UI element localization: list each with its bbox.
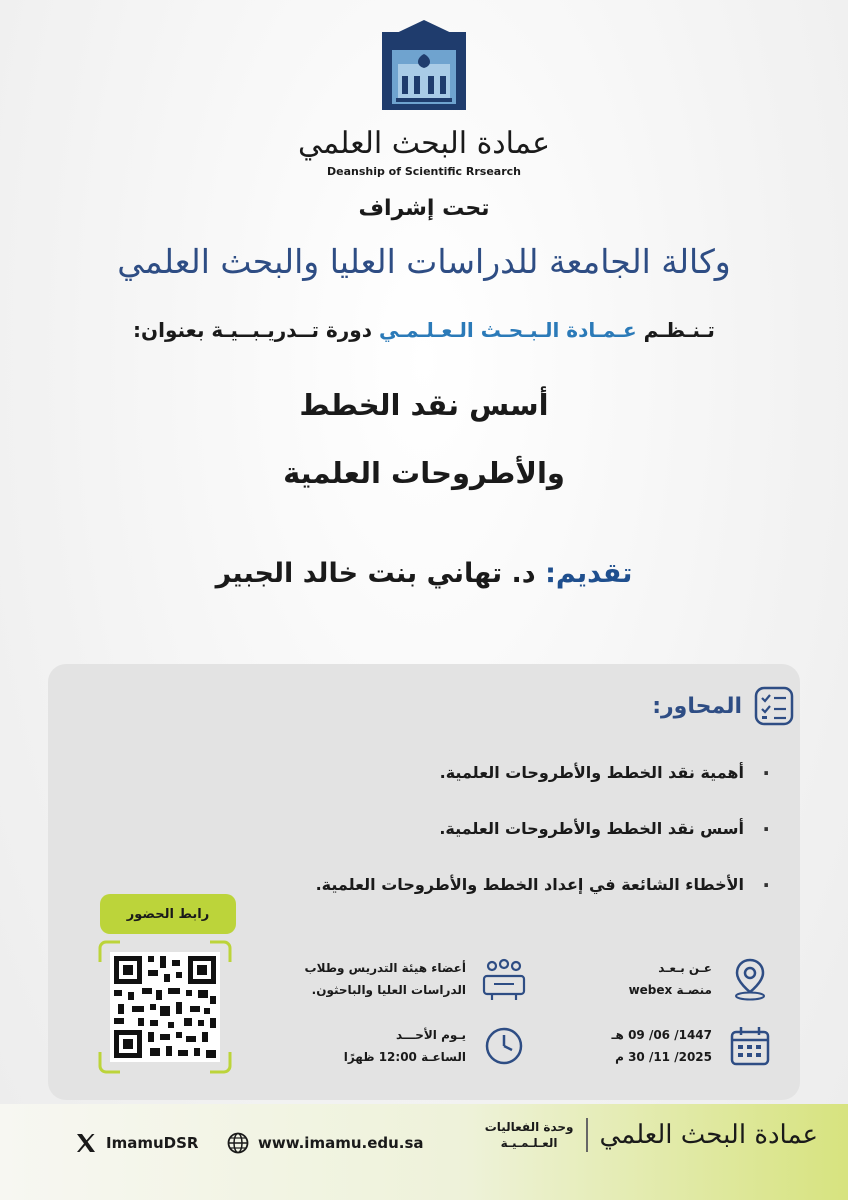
- attendance-link-label[interactable]: رابط الحضور: [100, 894, 236, 934]
- audience-line1: أعضاء هيئة التدريس وطلاب: [304, 961, 466, 975]
- time-info: [344, 1020, 530, 1072]
- time-text: [344, 1024, 466, 1068]
- audience-icon: [478, 953, 530, 1005]
- footer-divider: [586, 1118, 588, 1152]
- clock-icon: [478, 1020, 530, 1072]
- course-title-line2: والأطروحات العلمية: [283, 456, 565, 490]
- audience-line2: الدراسات العليا والباحثون.: [311, 983, 466, 997]
- website-link[interactable]: [226, 1128, 424, 1158]
- location-icon: [724, 953, 776, 1005]
- list-item: · الأخطاء الشائعة في إعداد الخطط والأطروحات العلمية.: [210, 870, 770, 926]
- globe-icon: [226, 1131, 250, 1155]
- organize-prefix: تـنـظـم: [643, 318, 715, 342]
- presenter-line: [0, 558, 848, 589]
- footer-brand: [485, 1118, 818, 1152]
- mode-text: [629, 957, 712, 1001]
- unit-line2: العـلـمـيـة: [500, 1136, 558, 1150]
- checklist-icon: [752, 684, 796, 728]
- date-text: [611, 1024, 712, 1068]
- x-logo-icon: [74, 1131, 98, 1155]
- events-unit: [485, 1119, 574, 1151]
- organize-suffix: دورة تــدريـبــيـة بعنوان:: [133, 318, 372, 342]
- deanship-logo-english: Deanship of Scientific Rrsearch: [326, 165, 521, 178]
- axes-header: [652, 684, 796, 728]
- presenter-name: د. تهاني بنت خالد الجبير: [215, 558, 536, 589]
- date-info: [611, 1020, 776, 1072]
- website-url[interactable]: www.imamu.edu.sa: [258, 1134, 424, 1152]
- axes-title: المحاور:: [652, 693, 742, 719]
- deanship-logo-arabic: عمادة البحث العلمي: [297, 126, 551, 161]
- axes-list: [210, 758, 770, 926]
- twitter-handle[interactable]: ImamuDSR: [106, 1134, 199, 1152]
- mode-line2: منصـة webex: [628, 983, 712, 997]
- organize-line: [0, 318, 848, 342]
- unit-line1: وحدة الفعاليات: [484, 1120, 574, 1134]
- course-title-line1: أسس نقد الخطط: [299, 388, 549, 422]
- list-item: · أسس نقد الخطط والأطروحات العلمية.: [210, 814, 770, 870]
- agency-name: وكالة الجامعة للدراسات العليا والبحث العلمي: [117, 242, 731, 281]
- date-gregorian: 2025/ 11/ 30 م: [615, 1050, 712, 1064]
- footer-brand-name: عمادة البحث العلمي: [599, 1120, 818, 1150]
- mode-line1: عـن بـعـد: [658, 961, 712, 975]
- calendar-icon: [724, 1020, 776, 1072]
- mode-info: [629, 953, 776, 1005]
- supervision-label: تحت إشراف: [358, 196, 490, 221]
- audience-text: [305, 957, 466, 1001]
- university-logo-icon: [376, 18, 472, 110]
- date-hijri: 1447/ 06/ 09 هـ: [611, 1028, 712, 1042]
- list-item: · أهمية نقد الخطط والأطروحات العلمية.: [210, 758, 770, 814]
- deanship-highlight: عـمـادة الـبـحـث الـعـلـمـي: [378, 318, 637, 342]
- twitter-link[interactable]: [74, 1128, 198, 1158]
- qr-code-icon[interactable]: [98, 940, 232, 1074]
- time-label: الساعـة 12:00 ظهرًا: [343, 1050, 466, 1064]
- audience-info: [305, 953, 530, 1005]
- day-label: يـوم الأحـــد: [395, 1028, 466, 1042]
- presenter-label: تقديم:: [545, 558, 633, 589]
